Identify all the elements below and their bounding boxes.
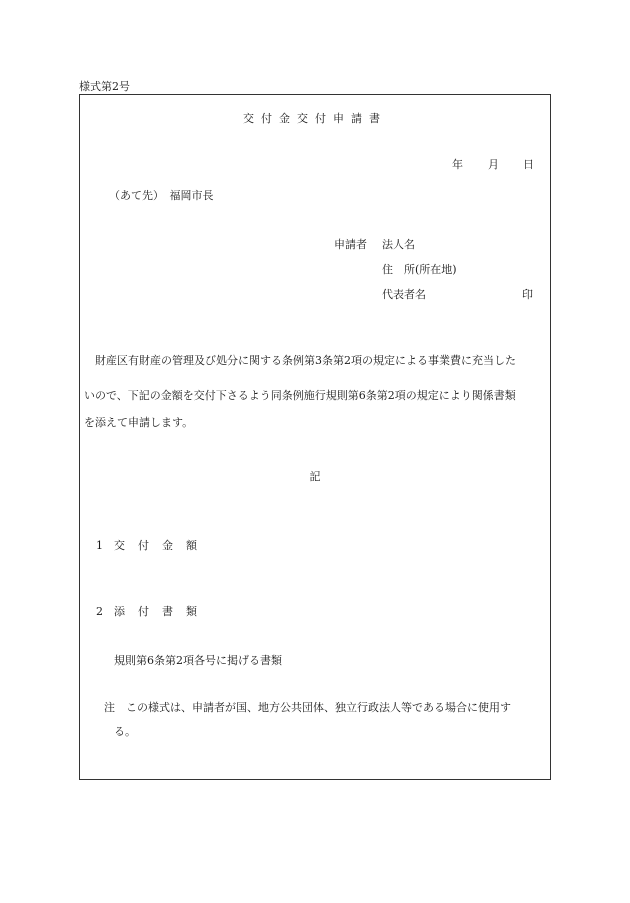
seal-mark: 印 <box>522 288 533 301</box>
body-text-line-3: を添えて申請します。 <box>84 416 194 429</box>
ki-heading: 記 <box>309 470 321 483</box>
body-text-line-1: 財産区有財産の管理及び処分に関する条例第3条第2項の規定による事業費に充当した <box>95 354 516 367</box>
body-text-line-2: いので、下記の金額を交付下さるよう同条例施行規則第6条第2項の規定により関係書類 <box>84 389 516 402</box>
note-mark: 注 <box>104 701 115 714</box>
address-label: 住 所(所在地) <box>382 263 457 276</box>
representative-label: 代表者名 <box>382 288 426 301</box>
corporation-name-label: 法人名 <box>382 238 415 251</box>
item-2-label: 添付書類 <box>114 605 210 618</box>
addressee: （あて先） 福岡市長 <box>109 189 214 202</box>
note-continuation: る。 <box>114 725 136 738</box>
item-2-number: 2 <box>96 605 103 618</box>
item-1-label: 交付金額 <box>114 539 210 552</box>
applicant-label: 申請者 <box>334 238 367 251</box>
item-1-number: 1 <box>96 539 103 552</box>
date-month: 月 <box>488 158 499 171</box>
note-text: この様式は、申請者が国、地方公共団体、独立行政法人等である場合に使用す <box>126 701 511 714</box>
item-2-detail: 規則第6条第2項各号に掲げる書類 <box>114 654 282 667</box>
form-number: 様式第2号 <box>79 80 130 93</box>
document-title: 交付金交付申請書 <box>243 112 387 125</box>
date-day: 日 <box>523 158 534 171</box>
date-year: 年 <box>452 158 463 171</box>
